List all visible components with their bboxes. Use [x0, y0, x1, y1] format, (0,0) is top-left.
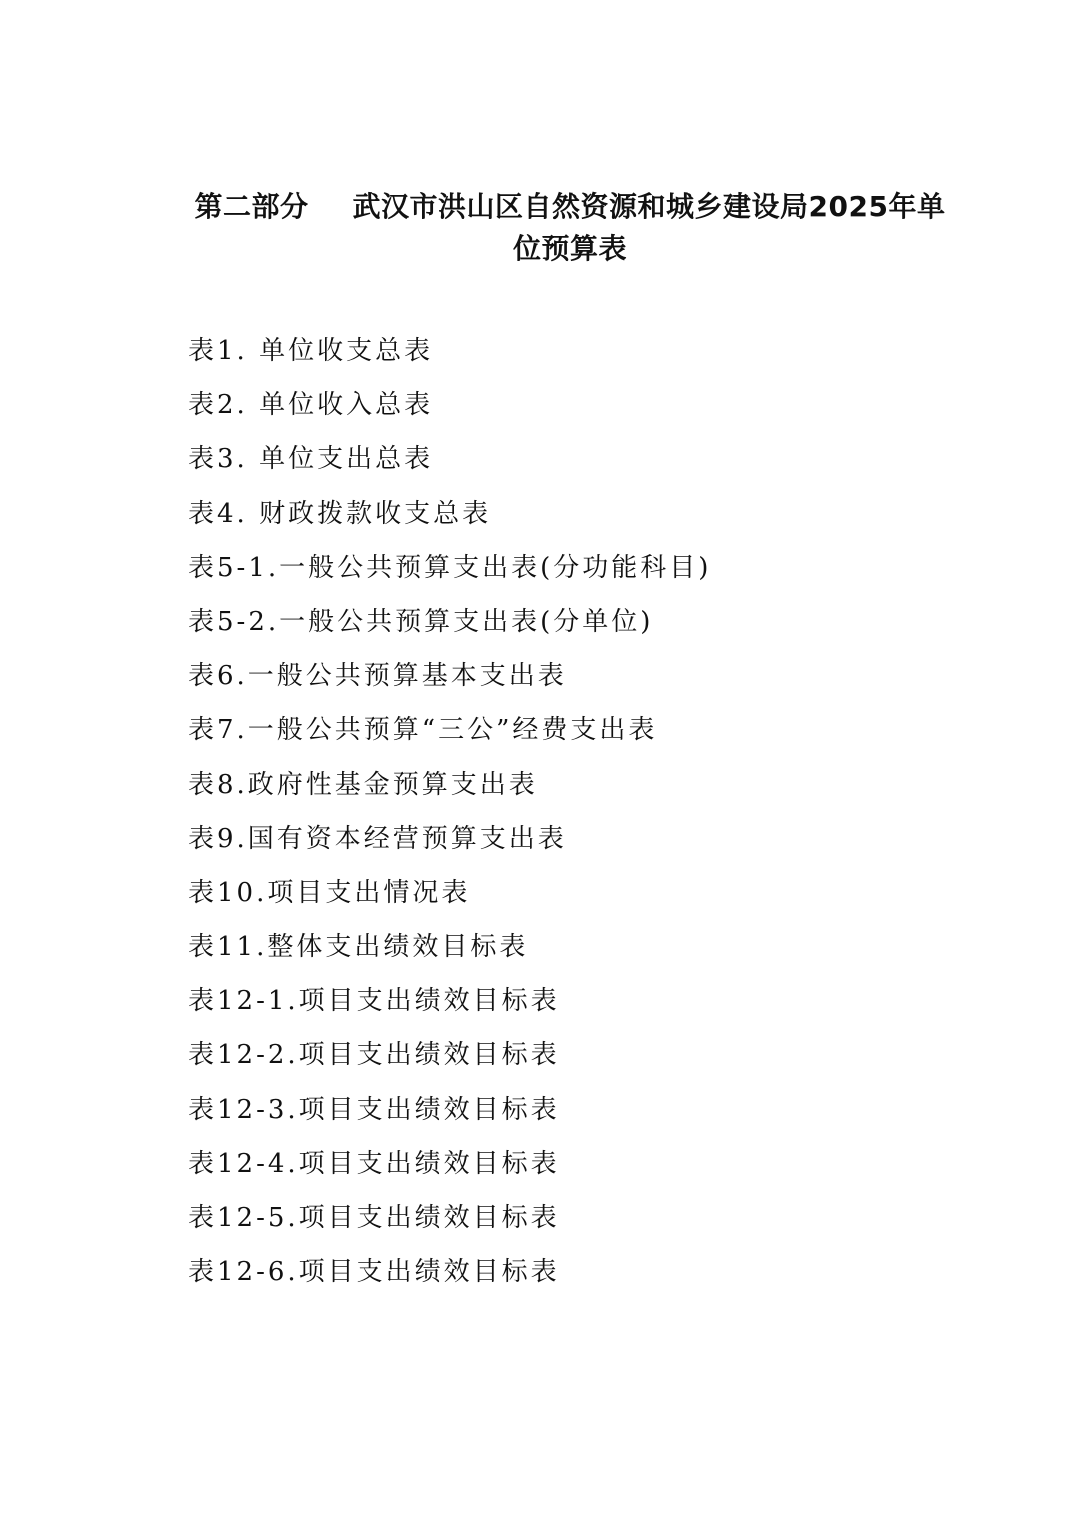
table-list-item: 表5-1.一般公共预算支出表(分功能科目): [188, 552, 712, 583]
table-list-item: 表2. 单位收入总表: [188, 390, 434, 421]
table-list-item: 表11.整体支出绩效目标表: [188, 932, 529, 963]
table-list-item: 表12-1.项目支出绩效目标表: [188, 986, 560, 1017]
table-list-item: 表1. 单位收支总表: [188, 336, 434, 366]
table-list-item: 表12-3.项目支出绩效目标表: [188, 1094, 560, 1125]
table-list-item: 表6.一般公共预算基本支出表: [188, 661, 567, 692]
page-title: [190, 186, 950, 270]
title-main-text: 武汉市洪山区自然资源和城乡建设局2025年单位预算表: [352, 190, 946, 265]
table-list: [188, 326, 988, 1301]
table-list-item: 表8.政府性基金预算支出表: [188, 769, 538, 800]
table-list-item: 表10.项目支出情况表: [188, 877, 471, 908]
table-list-item: 表12-2.项目支出绩效目标表: [188, 1040, 560, 1071]
table-list-item: 表9.国有资本经营预算支出表: [188, 823, 567, 854]
table-list-item: 表12-4.项目支出绩效目标表: [188, 1148, 560, 1179]
table-list-item: 表7.一般公共预算“三公”经费支出表: [188, 715, 658, 746]
table-list-item: 表3. 单位支出总表: [188, 444, 434, 475]
table-list-item: 表12-6.项目支出绩效目标表: [188, 1257, 560, 1288]
table-list-item: 表5-2.一般公共预算支出表(分单位): [188, 606, 654, 637]
title-part-label: 第二部分: [194, 190, 309, 223]
table-list-item: 表12-5.项目支出绩效目标表: [188, 1203, 560, 1233]
table-list-item: 表4. 财政拨款收支总表: [188, 498, 492, 529]
